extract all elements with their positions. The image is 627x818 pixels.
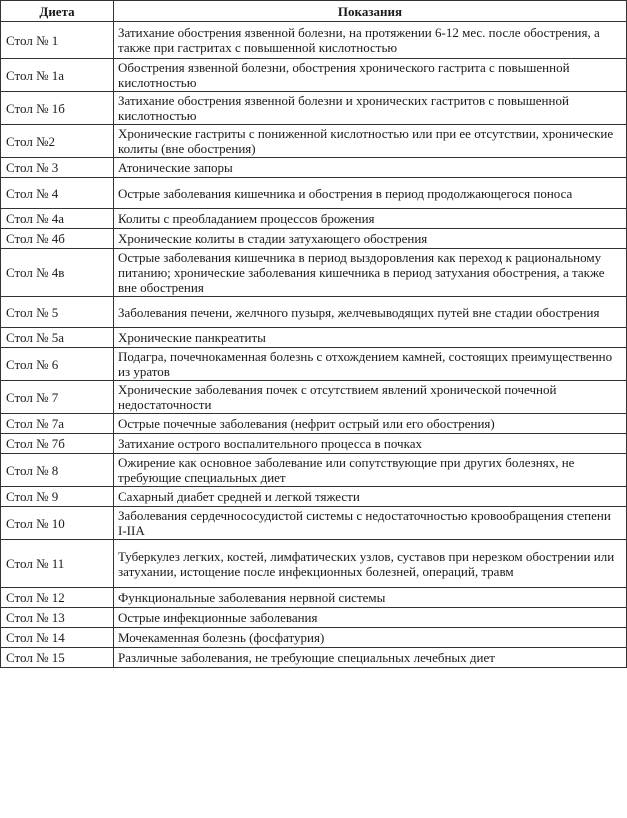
- table-row: [1, 22, 627, 59]
- indications-cell: Колиты с преобладанием процессов брожения: [114, 209, 627, 229]
- indications-cell: Острые заболевания кишечника и обострения в период продолжающегося поноса: [114, 178, 627, 209]
- table-row: [1, 588, 627, 608]
- table-row: [1, 381, 627, 414]
- table-row: [1, 434, 627, 454]
- diet-cell: Стол № 7: [1, 381, 114, 414]
- diet-cell: Стол № 5: [1, 297, 114, 328]
- table-row: [1, 628, 627, 648]
- indications-cell: Ожирение как основное заболевание или сопутствующие при других болезнях, не требующие специальных диет: [114, 454, 627, 487]
- table-row: [1, 328, 627, 348]
- indications-cell: Затихание острого воспалительного процесса в почках: [114, 434, 627, 454]
- indications-cell: Острые инфекционные заболевания: [114, 608, 627, 628]
- diet-cell: Стол № 1а: [1, 59, 114, 92]
- column-header-indications: Показания: [114, 1, 627, 22]
- indications-cell: Острые почечные заболевания (нефрит острый или его обострения): [114, 414, 627, 434]
- diet-cell: Стол № 15: [1, 648, 114, 668]
- table-row: [1, 125, 627, 158]
- indications-cell: Обострения язвенной болезни, обострения хронического гастрита с повышенной кислотностью: [114, 59, 627, 92]
- table-row: [1, 229, 627, 249]
- diet-cell: Стол № 4: [1, 178, 114, 209]
- table-row: [1, 540, 627, 588]
- indications-cell: Заболевания сердечнососудистой системы с недостаточностью кровообращения степени I-IIA: [114, 507, 627, 540]
- indications-cell: Функциональные заболевания нервной системы: [114, 588, 627, 608]
- table-row: [1, 487, 627, 507]
- diet-cell: Стол №2: [1, 125, 114, 158]
- indications-cell: Мочекаменная болезнь (фосфатурия): [114, 628, 627, 648]
- indications-cell: Хронические гастриты с пониженной кислотностью или при ее отсутствии, хронические колиты (вне обострения): [114, 125, 627, 158]
- table-row: [1, 59, 627, 92]
- table-row: [1, 507, 627, 540]
- indications-cell: Острые заболевания кишечника в период выздоровления как переход к рациональному питанию; хронические заболевания кишечника в период затухания обострения, а также вне обострения: [114, 249, 627, 297]
- table-header-row: [1, 1, 627, 22]
- table-row: [1, 92, 627, 125]
- table-row: [1, 348, 627, 381]
- diet-cell: Стол № 8: [1, 454, 114, 487]
- indications-cell: Различные заболевания, не требующие специальных лечебных диет: [114, 648, 627, 668]
- table-body: [1, 22, 627, 668]
- diet-cell: Стол № 1б: [1, 92, 114, 125]
- column-header-diet: Диета: [1, 1, 114, 22]
- diet-cell: Стол № 10: [1, 507, 114, 540]
- table-row: [1, 648, 627, 668]
- diet-cell: Стол № 3: [1, 158, 114, 178]
- indications-cell: Заболевания печени, желчного пузыря, желчевыводящих путей вне стадии обострения: [114, 297, 627, 328]
- diet-cell: Стол № 14: [1, 628, 114, 648]
- indications-cell: Хронические панкреатиты: [114, 328, 627, 348]
- table-row: [1, 158, 627, 178]
- table-row: [1, 608, 627, 628]
- indications-cell: Затихание обострения язвенной болезни, на протяжении 6-12 мес. после обострения, а также при гастритах с повышенной кислотностью: [114, 22, 627, 59]
- indications-cell: Хронические колиты в стадии затухающего обострения: [114, 229, 627, 249]
- diet-cell: Стол № 7а: [1, 414, 114, 434]
- diet-cell: Стол № 13: [1, 608, 114, 628]
- table-row: [1, 178, 627, 209]
- table-row: [1, 249, 627, 297]
- diet-cell: Стол № 4в: [1, 249, 114, 297]
- table-row: [1, 414, 627, 434]
- diet-cell: Стол № 9: [1, 487, 114, 507]
- indications-cell: Хронические заболевания почек с отсутствием явлений хронической почечной недостаточности: [114, 381, 627, 414]
- indications-cell: Сахарный диабет средней и легкой тяжести: [114, 487, 627, 507]
- table-row: [1, 209, 627, 229]
- diet-cell: Стол № 6: [1, 348, 114, 381]
- diet-cell: Стол № 1: [1, 22, 114, 59]
- indications-cell: Атонические запоры: [114, 158, 627, 178]
- indications-cell: Туберкулез легких, костей, лимфатических узлов, суставов при нерезком обострении или затухании, истощение после инфекционных болезней, операций, травм: [114, 540, 627, 588]
- diet-cell: Стол № 11: [1, 540, 114, 588]
- indications-cell: Затихание обострения язвенной болезни и хронических гастритов с повышенной кислотностью: [114, 92, 627, 125]
- table-row: [1, 454, 627, 487]
- diet-cell: Стол № 4б: [1, 229, 114, 249]
- diet-cell: Стол № 12: [1, 588, 114, 608]
- diet-cell: Стол № 7б: [1, 434, 114, 454]
- indications-cell: Подагра, почечнокаменная болезнь с отхождением камней, состоящих преимущественно из уратов: [114, 348, 627, 381]
- table-row: [1, 297, 627, 328]
- diet-cell: Стол № 5а: [1, 328, 114, 348]
- diet-cell: Стол № 4а: [1, 209, 114, 229]
